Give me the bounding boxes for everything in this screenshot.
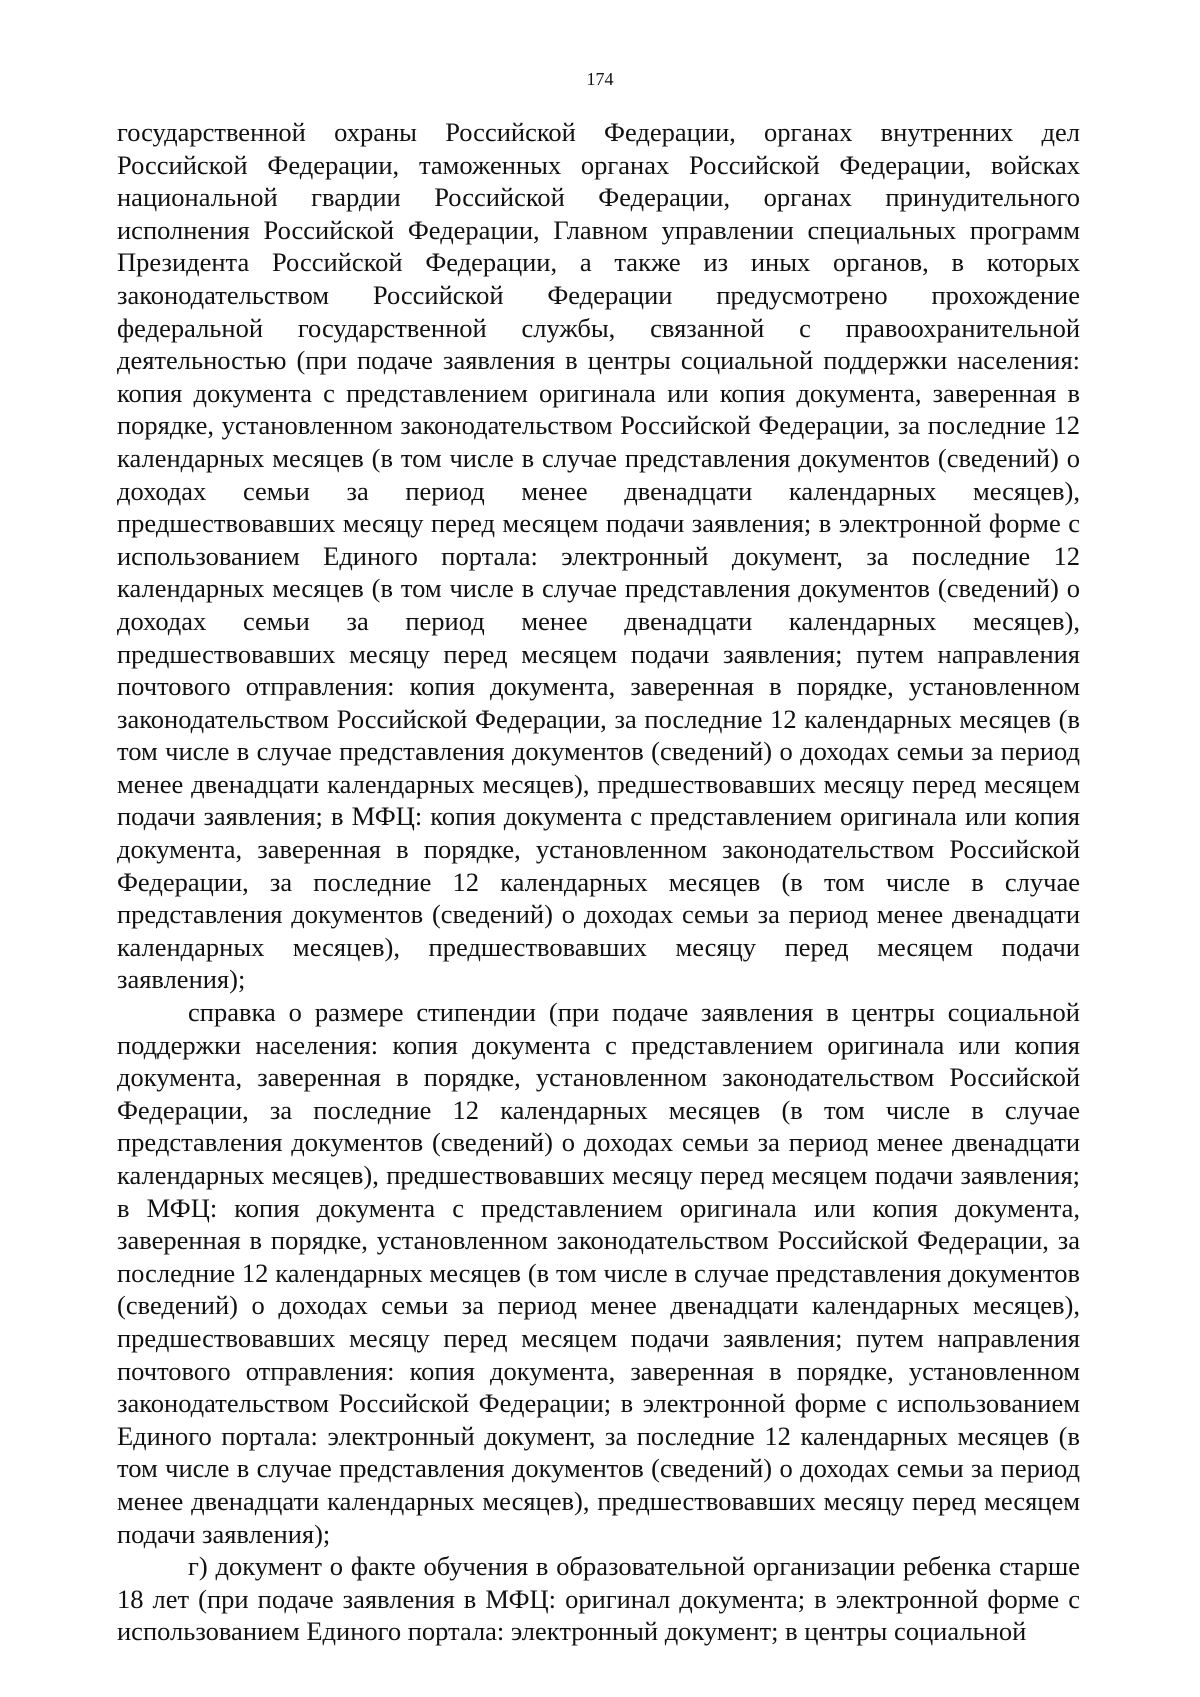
page-number: 174: [586, 69, 614, 89]
document-body: [117, 116, 1080, 1648]
paragraph-continuation: государственной охраны Российской Федерации, органах внутренних дел Российской Федерации, таможенных органах Российской Федерации, войсках национальной гвардии Российской Федерации, органах принудительного исполнения Российской Федерации, Главном управлении специальных программ Президента Российской Федерации, а также из иных органов, в которых законодательством Российской Федерации предусмотрено прохождение федеральной государственной службы, связанной с правоохранительной деятельностью (при подаче заявления в центры социальной поддержки населения: копия документа с представлением оригинала или копия документа, заверенная в порядке, установленном законодательством Российской Федерации, за последние 12 календарных месяцев (в том числе в случае представления документов (сведений) о доходах семьи за период менее двенадцати календарных месяцев), предшествовавших месяцу перед месяцем подачи заявления; в электронной форме с использованием Единого портала: электронный документ, за последние 12 календарных месяцев (в том числе в случае представления документов (сведений) о доходах семьи за период менее двенадцати календарных месяцев), предшествовавших месяцу перед месяцем подачи заявления; путем направления почтового отправления: копия документа, заверенная в порядке, установленном законодательством Российской Федерации, за последние 12 календарных месяцев (в том числе в случае представления документов (сведений) о доходах семьи за период менее двенадцати календарных месяцев), предшествовавших месяцу перед месяцем подачи заявления; в МФЦ: копия документа с представлением оригинала или копия документа, заверенная в порядке, установленном законодательством Российской Федерации, за последние 12 календарных месяцев (в том числе в случае представления документов (сведений) о доходах семьи за период менее двенадцати календарных месяцев), предшествовавших месяцу перед месяцем подачи заявления);: [117, 117, 1080, 995]
paragraph-stipend-certificate: справка о размере стипендии (при подаче заявления в центры социальной поддержки населения: копия документа с представлением оригинала или копия документа, заверенная в порядке, установленном законодательством Российской Федерации, за последние 12 календарных месяцев (в том числе в случае представления документов (сведений) о доходах семьи за период менее двенадцати календарных месяцев), предшествовавших месяцу перед месяцем подачи заявления; в МФЦ: копия документа с представлением оригинала или копия документа, заверенная в порядке, установленном законодательством Российской Федерации, за последние 12 календарных месяцев (в том числе в случае представления документов (сведений) о доходах семьи за период менее двенадцати календарных месяцев), предшествовавших месяцу перед месяцем подачи заявления; путем направления почтового отправления: копия документа, заверенная в порядке, установленном законодательством Российской Федерации; в электронной форме с использованием Единого портала: электронный документ, за последние 12 календарных месяцев (в том числе в случае представления документов (сведений) о доходах семьи за период менее двенадцати календарных месяцев), предшествовавших месяцу перед месяцем подачи заявления);: [117, 997, 1080, 1549]
paragraph-item-g: г) документ о факте обучения в образовательной организации ребенка старше 18 лет (при подаче заявления в МФЦ: оригинал документа; в электронной форме с использованием Единого портала: электронный документ; в центры социальной: [117, 1551, 1080, 1647]
